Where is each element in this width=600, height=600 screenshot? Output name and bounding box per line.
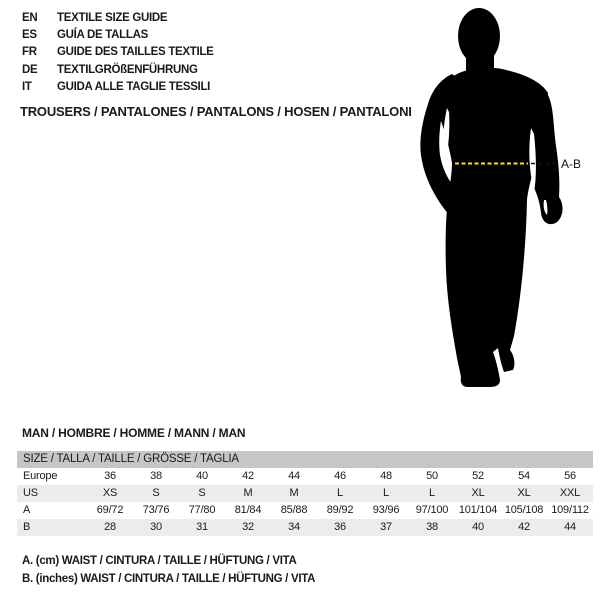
- size-cell: 50: [426, 470, 438, 482]
- size-cell: 42: [518, 521, 530, 533]
- man-silhouette-figure: [388, 0, 598, 400]
- size-cell: XXL: [559, 487, 581, 499]
- size-cell: 69/72: [96, 504, 124, 516]
- lang-code: EN: [22, 11, 38, 24]
- lang-code: ES: [22, 29, 37, 42]
- size-cell: 52: [472, 470, 484, 482]
- row-label: A: [23, 504, 31, 516]
- size-cell: 37: [380, 521, 392, 533]
- size-cell: 38: [150, 470, 162, 482]
- size-cell: 101/104: [458, 504, 498, 516]
- lang-label: TEXTILGRÖßENFÜHRUNG: [57, 63, 198, 76]
- size-cell: 46: [334, 470, 346, 482]
- size-cell: 31: [196, 521, 208, 533]
- note-a: A. (cm) WAIST / CINTURA / TAILLE / HÜFTUNG / VITA: [22, 555, 297, 567]
- lang-label: TEXTILE SIZE GUIDE: [57, 11, 168, 24]
- size-cell: 40: [472, 521, 484, 533]
- size-cell: 56: [564, 470, 576, 482]
- lang-label: GUIDA ALLE TAGLIE TESSILI: [57, 81, 211, 94]
- size-cell: L: [337, 487, 343, 499]
- size-cell: 85/88: [280, 504, 308, 516]
- table-row-us: [17, 485, 593, 502]
- size-table: [17, 451, 593, 536]
- size-cell: S: [152, 487, 160, 499]
- size-cell: 97/100: [415, 504, 449, 516]
- lang-code: DE: [22, 63, 38, 76]
- table-row-b: [17, 519, 593, 536]
- waist-measure-label: A-B: [561, 157, 582, 171]
- size-cell: 44: [288, 470, 300, 482]
- measurement-notes: [22, 553, 315, 588]
- size-cell: L: [383, 487, 389, 499]
- size-table-rows: [17, 468, 593, 536]
- size-cell: 48: [380, 470, 392, 482]
- size-cell: XL: [471, 487, 485, 499]
- row-label: B: [23, 521, 31, 533]
- size-cell: 77/80: [188, 504, 216, 516]
- size-cell: 28: [104, 521, 116, 533]
- size-cell: S: [198, 487, 206, 499]
- size-cell: M: [289, 487, 299, 499]
- size-cell: M: [243, 487, 253, 499]
- size-table-header: SIZE / TALLA / TAILLE / GRÖSSE / TAGLIA: [17, 451, 593, 468]
- size-cell: 89/92: [326, 504, 354, 516]
- size-cell: 81/84: [234, 504, 262, 516]
- size-cell: 32: [242, 521, 254, 533]
- lang-row-es: [22, 26, 214, 43]
- row-label: US: [23, 487, 38, 499]
- lang-row-en: [22, 9, 214, 26]
- table-row-a: [17, 502, 593, 519]
- size-cell: 36: [104, 470, 116, 482]
- size-cell: XS: [102, 487, 118, 499]
- size-cell: 105/108: [504, 504, 544, 516]
- size-cell: 30: [150, 521, 162, 533]
- garment-title: TROUSERS / PANTALONES / PANTALONS / HOSEN / PANTALONI: [20, 104, 412, 119]
- size-cell: 54: [518, 470, 530, 482]
- table-section-title: MAN / HOMBRE / HOMME / MANN / MAN: [22, 426, 246, 440]
- size-cell: 34: [288, 521, 300, 533]
- size-cell: L: [429, 487, 435, 499]
- lang-row-de: [22, 61, 214, 78]
- lang-row-it: [22, 79, 214, 96]
- row-label: Europe: [23, 470, 58, 482]
- size-cell: 36: [334, 521, 346, 533]
- lang-label: GUIDE DES TAILLES TEXTILE: [57, 46, 214, 59]
- size-cell: 44: [564, 521, 576, 533]
- lang-row-fr: [22, 44, 214, 61]
- lang-label: GUÍA DE TALLAS: [57, 29, 148, 42]
- size-cell: 38: [426, 521, 438, 533]
- language-list: [22, 9, 214, 96]
- size-cell: 42: [242, 470, 254, 482]
- man-silhouette-svg: [388, 0, 598, 400]
- table-row-europe: [17, 468, 593, 485]
- size-cell: 109/112: [551, 504, 589, 516]
- size-cell: 40: [196, 470, 208, 482]
- note-b: B. (inches) WAIST / CINTURA / TAILLE / HÜFTUNG / VITA: [22, 572, 316, 585]
- lang-code: FR: [22, 46, 37, 59]
- size-cell: 73/76: [142, 504, 170, 516]
- size-cell: 93/96: [372, 504, 400, 516]
- size-cell: XL: [517, 487, 531, 499]
- lang-code: IT: [22, 81, 32, 94]
